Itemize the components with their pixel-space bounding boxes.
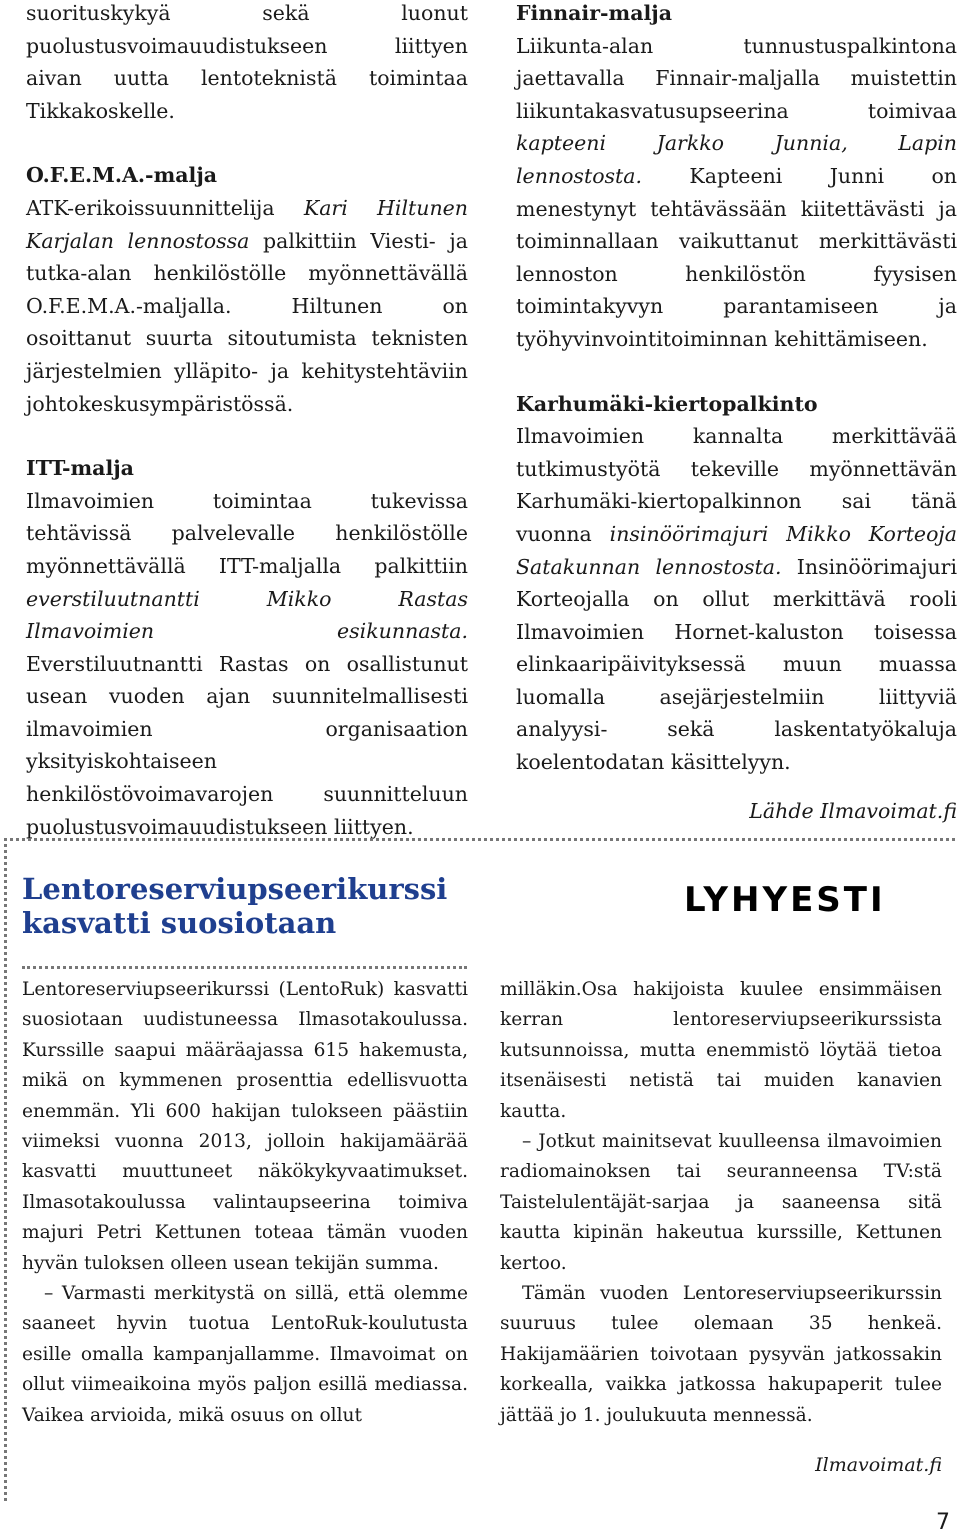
ofema-recipient: Kari Hiltunen Karjalan lennostossa: [26, 195, 468, 253]
box-source-credit: Ilmavoimat.fi: [815, 1454, 942, 1477]
title-divider: [22, 966, 467, 969]
box-paragraph: – Varmasti merkitystä on sillä, että olemme saaneet hyvin tuotua LentoRuk-koulutusta esille omalla kampanjallamme. Ilmavoimat on ollut viimeaikoina myös paljon esillä mediassa. Vaikea arvioida, mikä osuus on ollut: [22, 1283, 468, 1426]
source-credit: Lähde Ilmavoimat.fi: [749, 798, 957, 823]
box-paragraph: – Jotkut mainitsevat kuulleensa ilmavoimien radiomainoksen tai seuranneensa TV:stä Taistelulentäjät-sarjaa ja saaneensa sitä kautta kipinän hakeutua kurssille, Kettunen kertoo.: [500, 1131, 942, 1274]
karhumaki-recipient: insinöörimajuri Mikko Korteoja Satakunnan lennostosta.: [516, 521, 957, 579]
ofema-paragraph: O.F.E.M.A.-malja ATK-erikoissuunnittelija Kari Hiltunen Karjalan lennostossa palkittiin Viesti- ja tutka-alan henkilöstölle myönnettävällä O.F.E.M.A.-maljalla. Hiltunen on osoittanut suurta sitoutumista teknisten järjestelmien ylläpito- ja kehitystehtäviin johtokeskusympäristössä.: [26, 163, 468, 416]
karhumaki-paragraph: Karhumäki-kiertopalkinto Ilmavoimien kannalta merkittävää tutkimustyötä tekeville myönnettävän Karhumäki-kiertopalkinnon sai tänä vuonna insinöörimajuri Mikko Korteoja Satakunnan lennostosta. Insinöörimajuri Korteojalla on ollut merkittävä rooli Ilmavoimien Hornet-kaluston toisessa elinkaaripäivityksessä muun muassa luomalla asejärjestelmiin liittyviä analyysi- sekä laskentatyökaluja koelentodatan käsittelyyn.: [516, 391, 958, 775]
box-paragraph: Tämän vuoden Lentoreserviupseerikurssin suuruus tulee olemaan 35 henkeä. Hakijamäärien toivotaan pysyvän jatkossakin korkealla, vaikka jatkossa hakupaperit tulee jättää jo 1. joulukuuta mennessä.: [500, 1283, 942, 1426]
finnair-paragraph: Finnair-malja Liikunta-alan tunnustuspalkintona jaettavalla Finnair-maljalla muistettin liikuntakasvatusupseerina toimivaa kapteeni Jarkko Junnia, Lapin lennostosta. Kapteeni Junni on menestynyt tehtävässään kiitettävästi ja toiminnallaan vaikuttanut merkittävästi lennoston henkilöstön fyysisen toimintakyvyn parantamiseen ja työhyvinvointitoiminnan kehittämiseen.: [516, 1, 957, 351]
finnair-heading: Finnair-malja: [516, 1, 672, 25]
box-title: Lentoreserviupseerikurssi kasvatti suosiotaan: [22, 872, 448, 940]
itt-paragraph: ITT-malja Ilmavoimien toimintaa tukevissa tehtävissä palvelevalle henkilöstölle myönnettävällä ITT-maljalla palkittiin everstiluutnantti Mikko Rastas Ilmavoimien esikunnasta. Everstiluutnantti Rastas on osallistunut usean vuoden ajan suunnitelmallisesti ilmavoimien organisaation yksityiskohtaiseen henkilöstövoimavarojen suunnitteluun puolustusvoimauudistukseen liittyen.: [26, 456, 468, 839]
box-paragraph: Lentoreserviupseerikurssi (LentoRuk) kasvatti suosiotaan uudistuneessa Ilmasotakoulussa. Kurssille saapui määräajassa 615 hakemusta, mikä on kymmenen prosenttia edellisvuotta enemmän. Yli 600 hakijan tulokseen päästiin viimeksi vuonna 2013, jolloin hakijamäärää kasvatti muuttuneet näkökykyvaatimukset. Ilmasotakoulussa valintaupseerina toimiva majuri Petri Kettunen toteaa tämän vuoden hyvän tuloksen olleen usean tekijän summa.: [22, 979, 468, 1274]
article-column-left: [26, 0, 468, 843]
box-column-left: [22, 975, 468, 1431]
box-column-right: [500, 975, 942, 1481]
ofema-heading: O.F.E.M.A.-malja: [26, 163, 218, 188]
article-column-right: [516, 0, 957, 827]
page-number: 7: [936, 1510, 950, 1535]
box-paragraph: milläkin.Osa hakijoista kuulee ensimmäisen kerran lentoreserviupseerikurssista kutsunnoissa, mutta enemmistö löytää tietoa itsenäisesti netistä tai muiden kanavien kautta.: [500, 979, 942, 1122]
itt-heading: ITT-malja: [26, 456, 134, 481]
section-label: LYHYESTI: [684, 880, 886, 920]
itt-recipient: everstiluutnantti Mikko Rastas Ilmavoimien esikunnasta.: [26, 586, 468, 644]
finnair-recipient: kapteeni Jarkko Junnia, Lapin lennostosta.: [516, 131, 957, 188]
intro-paragraph: suorituskykyä sekä luonut puolustusvoimauudistukseen liittyen aivan uutta lentoteknistä toimintaa Tikkakoskelle.: [26, 1, 468, 123]
karhumaki-heading: Karhumäki-kiertopalkinto: [516, 391, 818, 416]
